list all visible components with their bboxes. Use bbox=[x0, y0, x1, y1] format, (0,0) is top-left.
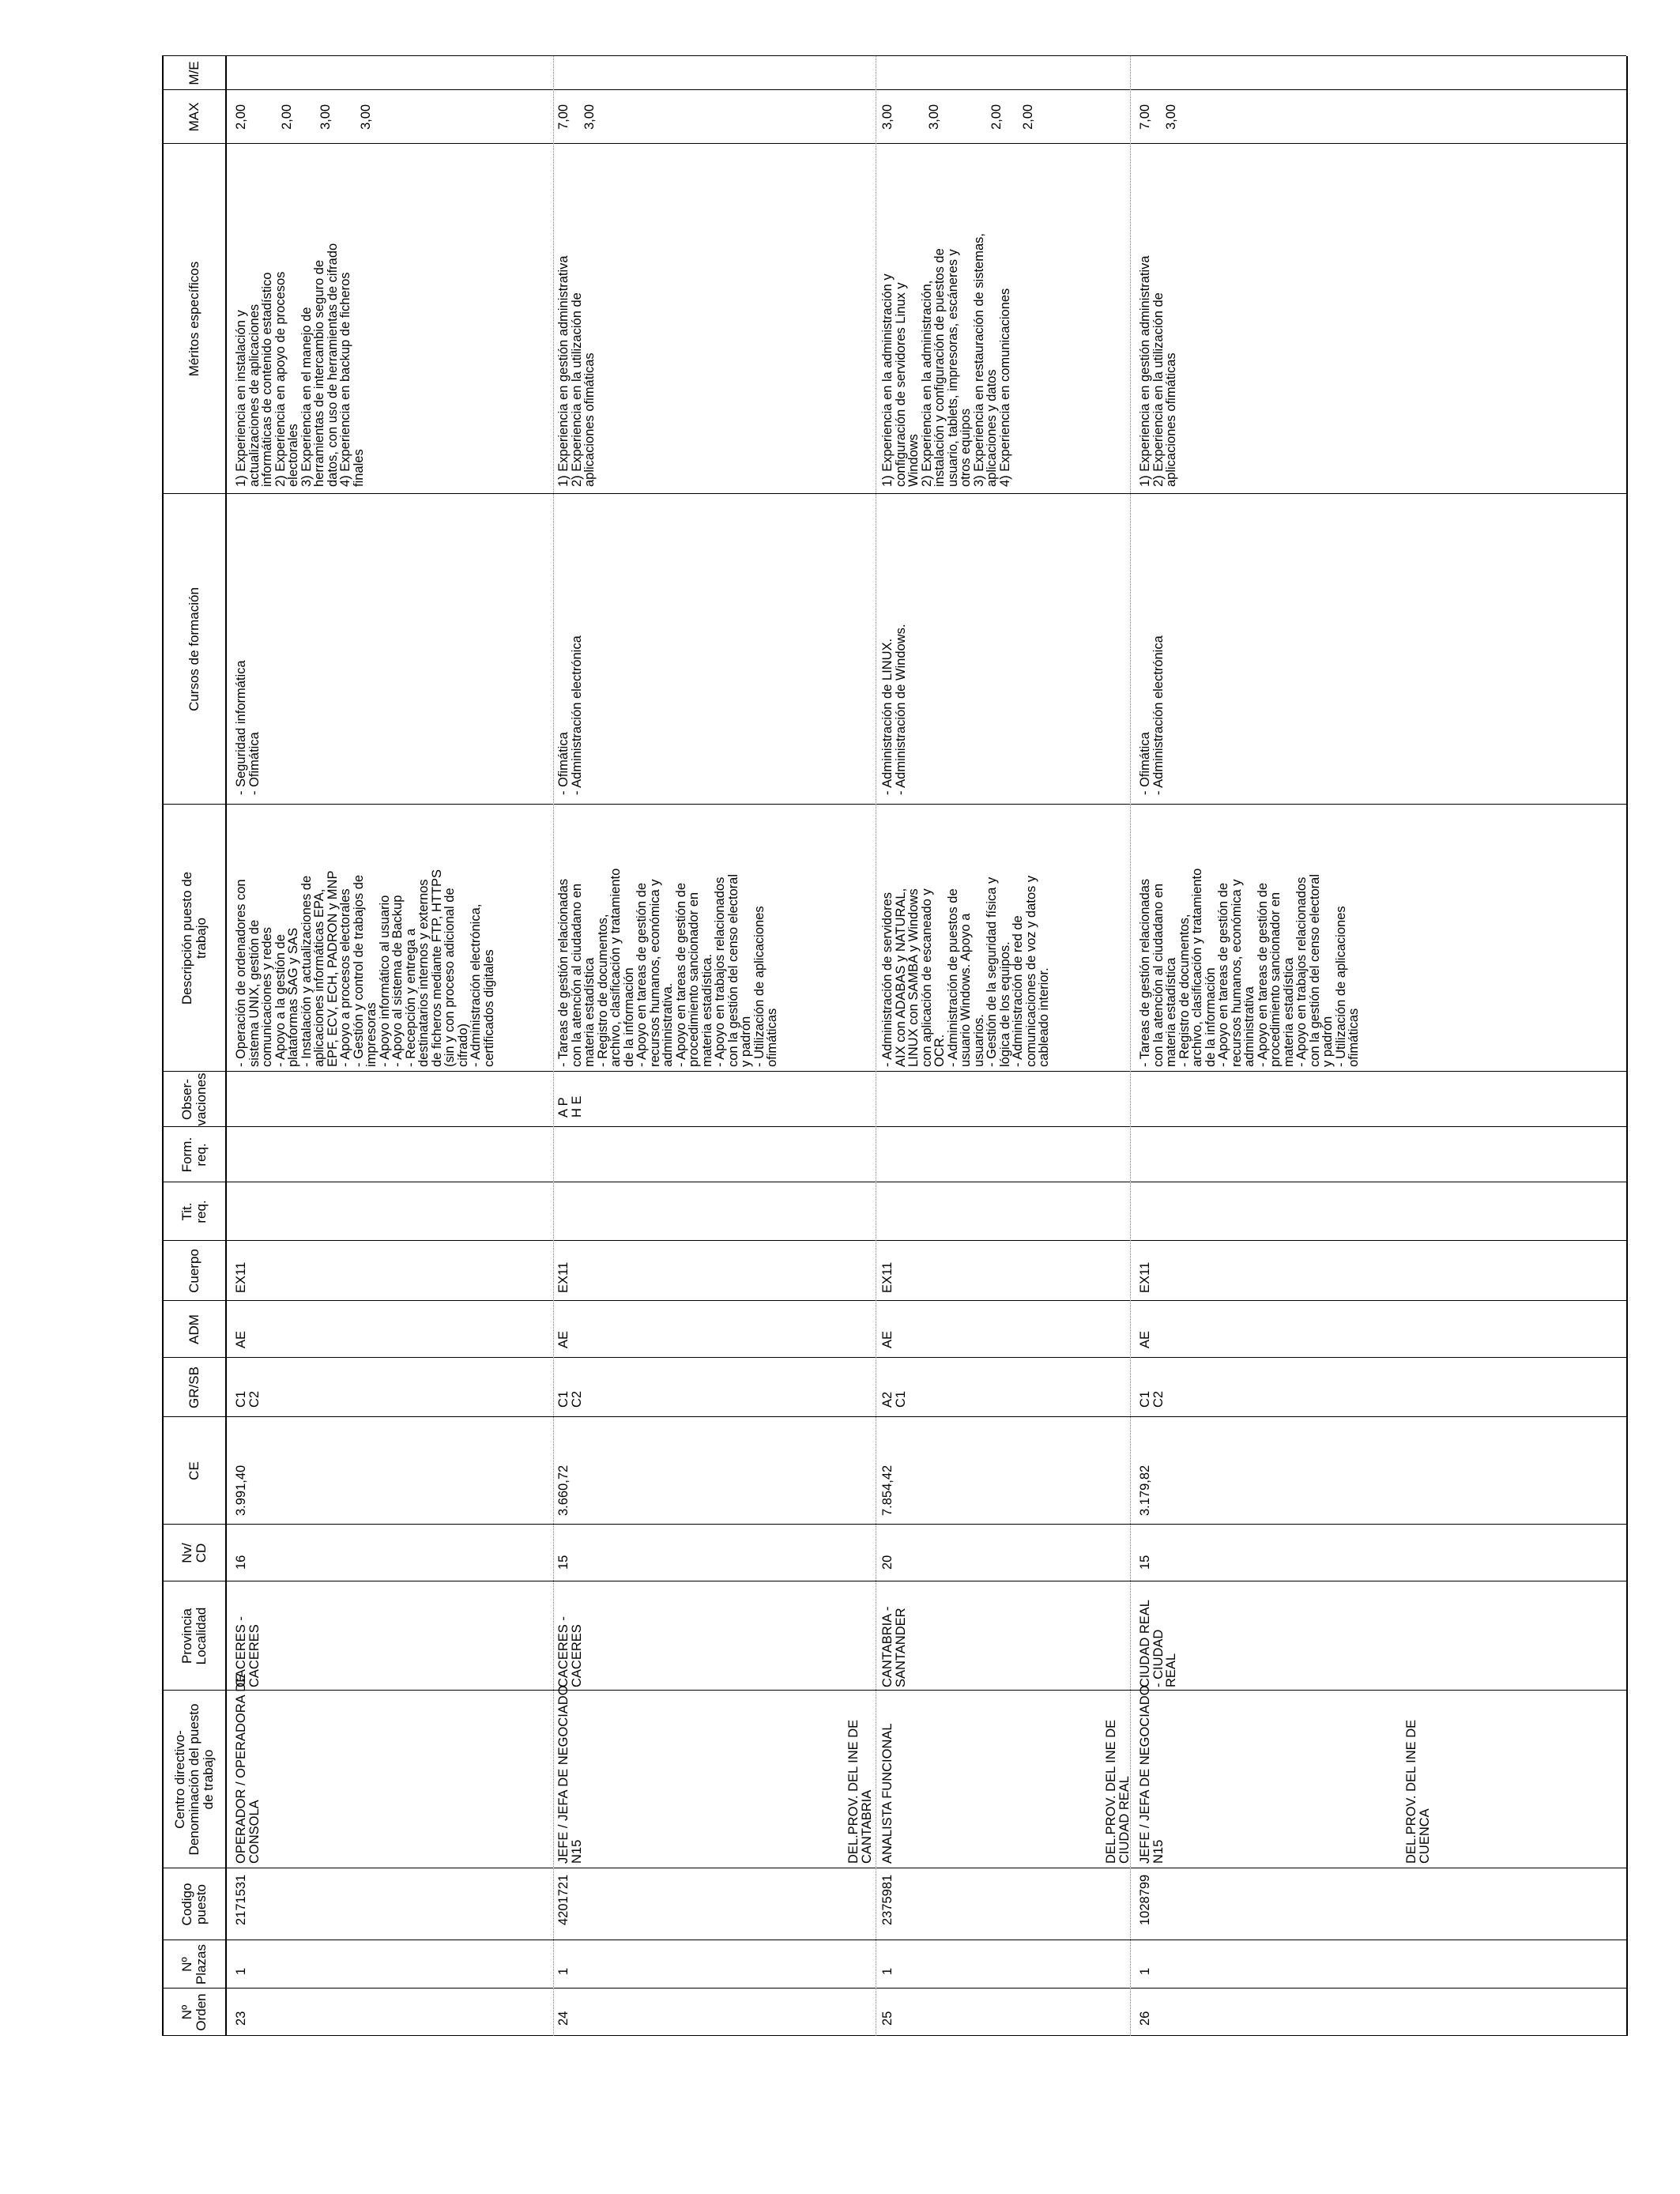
header-grsb: GR/SB bbox=[186, 1367, 202, 1408]
ce: 3.660,72 bbox=[556, 1465, 571, 1516]
codigo: 2171531 bbox=[234, 1874, 248, 1925]
max-value: 7,00 bbox=[556, 104, 571, 130]
cuerpo: EX11 bbox=[234, 1261, 248, 1293]
max-value: 2,00 bbox=[234, 104, 248, 130]
header-descripcion: Descripción puesto de trabajo bbox=[179, 871, 209, 1005]
max-value: 7,00 bbox=[1138, 104, 1152, 130]
header-form: Form. req. bbox=[179, 1137, 209, 1173]
denominacion: JEFE / JEFA DE NEGOCIADO N15 bbox=[556, 1685, 584, 1864]
orden: 26 bbox=[1138, 2011, 1152, 2026]
cursos: - Ofimática - Administración electrónica bbox=[1138, 635, 1166, 795]
nivel: 16 bbox=[234, 1555, 248, 1570]
cuerpo: EX11 bbox=[880, 1261, 895, 1293]
nivel: 15 bbox=[556, 1555, 571, 1570]
ce: 3.991,40 bbox=[234, 1465, 248, 1516]
grsb: C1 C2 bbox=[234, 1390, 262, 1408]
cursos: - Seguridad informática - Ofimática bbox=[234, 660, 262, 795]
descripcion: - Tareas de gestión relacionadas con la atención al ciudadano en materia estadística - Registro de documentos, archivo, clasificación y tratamiento de la información - Apoyo en tareas de gestión de recursos humanos, económica y administrativa - Apoyo en tareas de gestión de procedimiento sancionador en materia estadística - Apoyo en trabajos relacionados con la gestión del censo electoral y padrón - Utilización de aplicaciones ofimáticas bbox=[1138, 868, 1361, 1067]
header-plazas: Nº Plazas bbox=[179, 1943, 209, 1985]
cursos: - Administración de LINUX. - Administración de Windows. bbox=[880, 624, 908, 795]
provincia: CANTABRIA - SANTANDER bbox=[880, 1606, 908, 1687]
adm: AE bbox=[234, 1330, 248, 1348]
header-meritos: Méritos específicos bbox=[186, 261, 202, 377]
orden: 25 bbox=[880, 2011, 895, 2026]
header-nivel: Nv/ CD bbox=[179, 1543, 209, 1563]
provincia: CACERES - CACERES bbox=[556, 1616, 584, 1687]
max-value: 2,00 bbox=[989, 104, 1004, 130]
orden: 23 bbox=[234, 2011, 248, 2026]
header-obs: Obser- vaciones bbox=[179, 1072, 209, 1126]
denominacion: JEFE / JEFA DE NEGOCIADO N15 bbox=[1138, 1685, 1166, 1864]
header-cursos: Cursos de formación bbox=[186, 587, 202, 711]
codigo: 4201721 bbox=[556, 1874, 571, 1925]
header-provincia: Provincia Localidad bbox=[179, 1607, 209, 1665]
centro-directivo: DEL.PROV. DEL INE DE CUENCA bbox=[1404, 1719, 1432, 1864]
descripcion: - Administración de servidores AIX con ADABAS y NATURAL, LINUX con SAMBA y Windows con aplicación de escaneado y OCR. - Administración de puestos de usuario Windows. Apoyo a usuarios. - Gestión de la seguridad física y lógica de los equipos. - Administración de red de comunicaciones de voz y datos y cableado interior. bbox=[880, 875, 1051, 1067]
max-value: 3,00 bbox=[359, 104, 373, 130]
adm: AE bbox=[556, 1330, 571, 1348]
ce: 7.854,42 bbox=[880, 1465, 895, 1516]
header-max: MAX bbox=[186, 102, 202, 132]
provincia: CACERES - CACERES bbox=[234, 1616, 262, 1687]
cursos: - Ofimática - Administración electrónica bbox=[556, 635, 584, 795]
grsb: C1 C2 bbox=[1138, 1390, 1166, 1408]
codigo: 2375981 bbox=[880, 1874, 895, 1925]
max-value: 3,00 bbox=[927, 104, 941, 130]
header-ce: CE bbox=[186, 1461, 202, 1480]
descripcion: - Tareas de gestión relacionadas con la atención al ciudadano en materia estadística - Registro de documentos, archivo, clasificación y tratamiento de la información - Apoyo en tareas de gestión de recursos humanos, económica y administrativa. - Apoyo en tareas de gestión de procedimiento sancionador en materia estadística. - Apoyo en trabajos relacionados con la gestión del censo electoral y padrón - Utilización de aplicaciones ofimáticas bbox=[556, 868, 779, 1067]
grsb: A2 C1 bbox=[880, 1390, 908, 1408]
denominacion: ANALISTA FUNCIONAL bbox=[880, 1723, 895, 1864]
nivel: 20 bbox=[880, 1555, 895, 1570]
cuerpo: EX11 bbox=[1138, 1261, 1152, 1293]
nivel: 15 bbox=[1138, 1555, 1152, 1570]
adm: AE bbox=[1138, 1330, 1152, 1348]
adm: AE bbox=[880, 1330, 895, 1348]
meritos: 1) Experiencia en gestión administrativa 2) Experiencia en la utilización de aplicaciones ofimáticas bbox=[556, 255, 597, 487]
meritos: 1) Experiencia en instalación y actualizaciones de aplicaciones informáticas de contenido estadístico 2) Experiencia en apoyo de procesos electorales 3) Experiencia en el manejo de herramientas de intercambio seguro de datos, con uso de herramientas de cifrado 4) Experiencia en backup de ficheros finales bbox=[234, 243, 366, 487]
observaciones: A P H E bbox=[556, 1095, 584, 1118]
provincia: CIUDAD REAL - CIUDAD REAL bbox=[1138, 1600, 1178, 1687]
max-value: 3,00 bbox=[880, 104, 895, 130]
max-value: 3,00 bbox=[318, 104, 333, 130]
codigo: 1028799 bbox=[1138, 1874, 1152, 1925]
header-codigo: Codigo puesto bbox=[179, 1883, 209, 1926]
cuerpo: EX11 bbox=[556, 1261, 571, 1293]
plazas: 1 bbox=[1138, 1967, 1152, 1975]
max-value: 2,00 bbox=[1021, 104, 1035, 130]
max-value: 2,00 bbox=[280, 104, 294, 130]
header-tit: Tit. req. bbox=[179, 1200, 209, 1223]
header-cuerpo: Cuerpo bbox=[186, 1249, 202, 1293]
meritos: 1) Experiencia en gestión administrativa 2) Experiencia en la utilización de aplicaciones ofimáticas bbox=[1138, 255, 1178, 487]
centro-directivo: DEL.PROV. DEL INE DE CANTABRIA bbox=[846, 1719, 874, 1864]
header-adm: ADM bbox=[186, 1314, 202, 1344]
denominacion: OPERADOR / OPERADORA DE CONSOLA bbox=[234, 1673, 262, 1864]
centro-directivo: DEL.PROV. DEL INE DE CIUDAD REAL bbox=[1104, 1719, 1132, 1864]
ce: 3.179,82 bbox=[1138, 1465, 1152, 1516]
max-value: 3,00 bbox=[1164, 104, 1178, 130]
orden: 24 bbox=[556, 2011, 571, 2026]
header-orden: Nº Orden bbox=[179, 1993, 209, 2031]
grsb: C1 C2 bbox=[556, 1390, 584, 1408]
descripcion: - Operación de ordenadores con sistema UNIX, gestión de comunicaciones y redes - Apoyo a la gestión de plataformas SAG y SAS - Instalación y actualizaciones de aplicaciones informáticas EPA, EPF, ECV, ECH, PADRON y MNP - Apoyo a procesos electorales - Gestión y control de trabajos de impresoras - Apoyo informático al usuario - Apoyo al sistema de Backup - Recepción y entrega a destinatarios internos y externos de ficheros mediante FTP, HTTPS (sin y con proceso adicional de cifrado) - Administración electrónica, certificados digitales bbox=[234, 869, 496, 1067]
meritos: 1) Experiencia en la administración y configuración de servidores Linux y Windows 2) Experiencia en la administración, instalación y configuración de puestos de usuario, tablets, impresoras, escáneres y otros equipos 3) Experiencia en restauración de sistemas, aplicaciones y datos 4) Experiencia en comunicaciones bbox=[880, 233, 1012, 487]
header-centro: Centro directivo- Denominación del puesto de trabajo bbox=[171, 1703, 216, 1856]
plazas: 1 bbox=[234, 1967, 248, 1975]
header-me: M/E bbox=[186, 61, 202, 85]
max-value: 3,00 bbox=[582, 104, 597, 130]
plazas: 1 bbox=[880, 1967, 895, 1975]
plazas: 1 bbox=[556, 1967, 571, 1975]
